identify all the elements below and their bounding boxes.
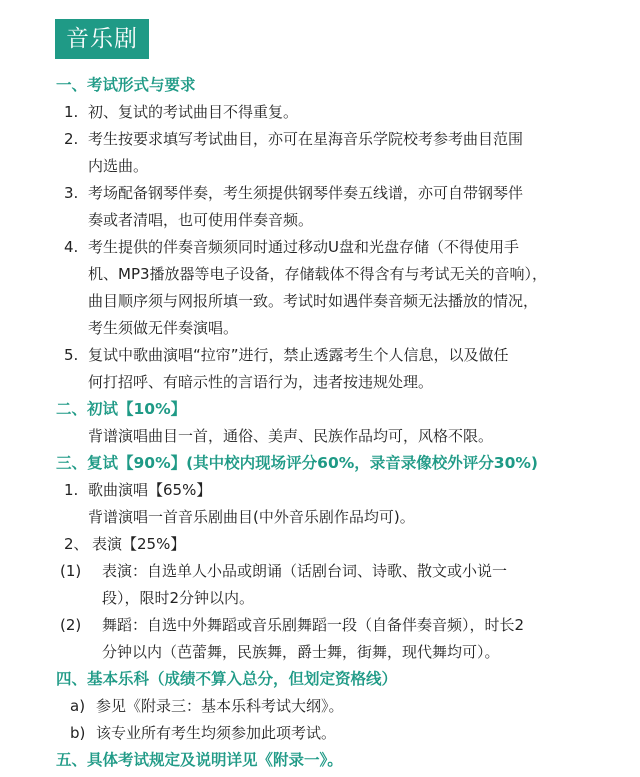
list-item bbox=[0, 342, 640, 369]
list-text: 考场配备钢琴伴奏，考生须提供钢琴伴奏五线谱，亦可自带钢琴伴 bbox=[88, 184, 524, 202]
section-heading-preliminary: 二、初试【10%】 bbox=[56, 400, 187, 418]
list-item bbox=[0, 126, 640, 153]
list-number: 3. bbox=[64, 184, 79, 202]
list-text: 表演：自选单人小品或朗诵（话剧台词、诗歌、散文或小说一 bbox=[102, 562, 508, 580]
list-text-continued: 奏或者清唱，也可使用伴奏音频。 bbox=[88, 211, 314, 229]
list-item bbox=[0, 693, 640, 720]
list-number: (2) bbox=[60, 616, 82, 634]
list-number: 2、 bbox=[64, 535, 89, 553]
list-item bbox=[0, 477, 640, 504]
list-text: 考生提供的伴奏音频须同时通过移动U盘和光盘存储（不得使用手 bbox=[88, 238, 519, 256]
list-letter: a) bbox=[70, 697, 86, 715]
list-text: 复试中歌曲演唱“拉帘”进行，禁止透露考生个人信息，以及做任 bbox=[88, 346, 509, 364]
list-text: 初、复试的考试曲目不得重复。 bbox=[88, 103, 299, 121]
list-text-continued: 内选曲。 bbox=[88, 157, 149, 175]
list-number: 2. bbox=[64, 130, 79, 148]
list-item bbox=[0, 531, 640, 558]
document-body bbox=[0, 72, 640, 774]
list-number: 1. bbox=[64, 103, 79, 121]
list-number: 5. bbox=[64, 346, 79, 364]
list-text-continued: 机、MP3播放器等电子设备，存储载体不得含有与考试无关的音响）， bbox=[88, 265, 548, 283]
list-text-continued: 何打招呼、有暗示性的言语行为，违者按违规处理。 bbox=[88, 373, 434, 391]
list-text-continued: 曲目顺序须与网报所填一致。考试时如遇伴奏音频无法播放的情况， bbox=[88, 292, 539, 310]
list-number: 1. bbox=[64, 481, 79, 499]
list-text-continued: 分钟以内（芭蕾舞，民族舞，爵士舞，街舞，现代舞均可）。 bbox=[102, 643, 500, 661]
list-number: (1) bbox=[60, 562, 82, 580]
sub-list-item bbox=[0, 558, 640, 585]
list-letter: b) bbox=[70, 724, 86, 742]
list-item bbox=[0, 234, 640, 261]
section-text: 背谱演唱曲目一首，通俗、美声、民族作品均可，风格不限。 bbox=[88, 427, 494, 445]
list-text: 该专业所有考生均须参加此项考试。 bbox=[96, 724, 337, 742]
list-text: 表演【25%】 bbox=[92, 535, 186, 553]
list-text-continued: 段），限时2分钟以内。 bbox=[102, 589, 255, 607]
page-title-banner: 音乐剧 bbox=[55, 19, 149, 59]
list-text: 考生按要求填写考试曲目，亦可在星海音乐学院校考参考曲目范围 bbox=[88, 130, 524, 148]
list-text-continued: 背谱演唱一首音乐剧曲目(中外音乐剧作品均可)。 bbox=[88, 508, 415, 526]
section-heading-retest: 三、复试【90%】(其中校内现场评分60%，录音录像校外评分30%) bbox=[56, 454, 538, 472]
list-text: 歌曲演唱【65%】 bbox=[88, 481, 212, 499]
list-item bbox=[0, 99, 640, 126]
list-number: 4. bbox=[64, 238, 79, 256]
section-heading-appendix: 五、具体考试规定及说明详见《附录一》。 bbox=[56, 751, 343, 769]
sub-list-item bbox=[0, 612, 640, 639]
list-text: 舞蹈：自选中外舞蹈或音乐剧舞蹈一段（自备伴奏音频），时长2 bbox=[102, 616, 525, 634]
list-item bbox=[0, 720, 640, 747]
list-text-continued: 考生须做无伴奏演唱。 bbox=[88, 319, 239, 337]
section-heading-exam-format: 一、考试形式与要求 bbox=[56, 76, 196, 94]
list-text: 参见《附录三：基本乐科考试大纲》。 bbox=[96, 697, 344, 715]
list-item bbox=[0, 180, 640, 207]
section-heading-music-basics: 四、基本乐科（成绩不算入总分，但划定资格线） bbox=[56, 670, 398, 688]
